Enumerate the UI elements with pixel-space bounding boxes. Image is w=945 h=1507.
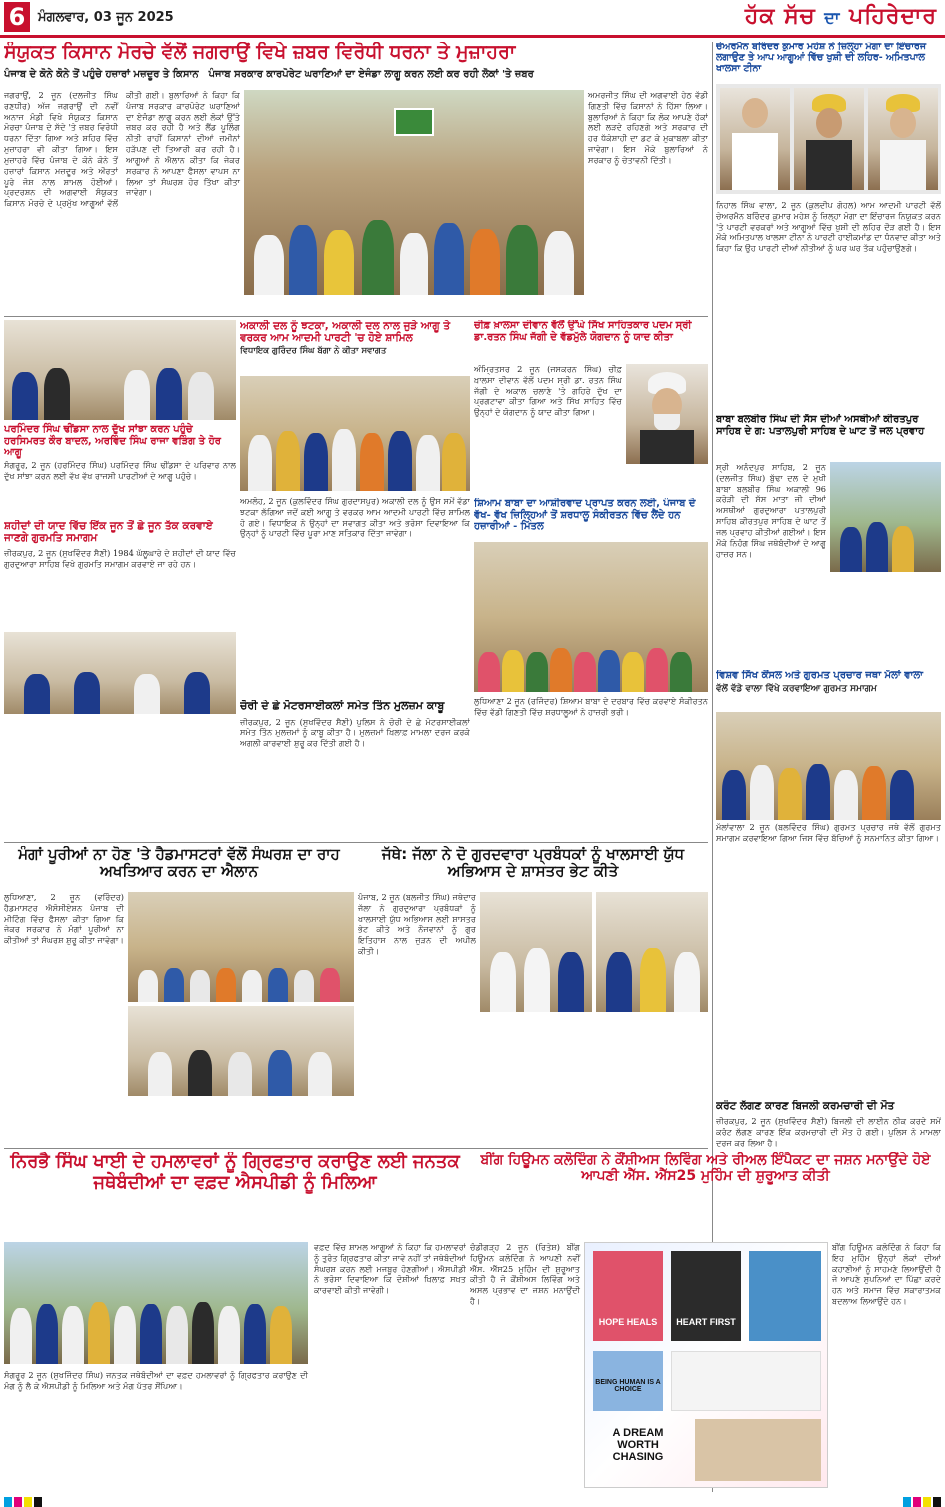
lead-article bbox=[4, 42, 708, 312]
motorcycle-body: ਜ਼ੀਰਕਪੁਰ, 2 ਜੂਨ (ਸੁਖਵਿੰਦਰ ਸੈਣੀ) ਪੁਲਿਸ ਨੇ ਚੋਰੀ ਦੇ ਛੇ ਮੋਟਰਸਾਈਕਲਾਂ ਸਮੇਤ ਤਿੰਨ ਮੁਲਜ਼ਮਾਂ ਨੂੰ ਕਾਬੂ ਕੀਤਾ ਹੈ। ਮੁਲਜ਼ਮਾਂ ਖ਼ਿਲਾਫ਼ ਮਾਮਲਾ ਦਰਜ ਕਰਕੇ ਅਗਲੀ ਕਾਰਵਾਈ ਸ਼ੁਰੂ ਕਰ ਦਿੱਤੀ ਗਈ ਹੈ। bbox=[240, 716, 470, 749]
kirtanpur-photo bbox=[830, 462, 941, 572]
headmasters-photo-1 bbox=[128, 892, 354, 1002]
color-bar-black bbox=[34, 1497, 42, 1507]
shaheedi-body: ਜ਼ੀਰਕਪੁਰ, 2 ਜੂਨ (ਸੁਖਵਿੰਦਰ ਸੈਣੀ) 1984 ਘੱਲੂਘਾਰੇ ਦੇ ਸ਼ਹੀਦਾਂ ਦੀ ਯਾਦ ਵਿੱਚ ਗੁਰਦੁਆਰਾ ਸਾਹਿਬ ਵਿਖੇ ਗੁਰਮਤਿ ਸਮਾਗਮ ਕਰਵਾਏ ਜਾ ਰਹੇ ਹਨ। bbox=[4, 548, 236, 569]
chief-khalsa-headline: ਚੀਫ਼ ਖ਼ਾਲਸਾ ਦੀਵਾਨ ਵੱਲੋਂ ਉੱਘੇ ਸਿੱਖ ਸਾਹਿਤਕਾਰ ਪਦਮ ਸ੍ਰੀ ਡਾ.ਰਤਨ ਸਿੰਘ ਜੱਗੀ ਦੇ ਵੱਡਮੁੱਲੇ ਯੋਗਦਾਨ ਨੂੰ ਯਾਦ ਕੀਤਾ bbox=[474, 320, 692, 343]
dhindsa-body: ਸੰਗਰੂਰ, 2 ਜੂਨ (ਹਰਮਿੰਦਰ ਸਿੰਘ) ਪਰਮਿੰਦਰ ਸਿੰਘ ਢੀਂਡਸਾ ਦੇ ਪਰਿਵਾਰ ਨਾਲ ਦੁੱਖ ਸਾਂਝਾ ਕਰਨ ਲਈ ਵੱਖ ਵੱਖ ਰਾਜਸੀ ਪਾਰਟੀਆਂ ਦੇ ਆਗੂ ਪਹੁੰਚੇ। bbox=[4, 460, 236, 481]
leaders-portraits bbox=[716, 84, 941, 194]
jathedar-body: ਪੰਜਾਬ, 2 ਜੂਨ (ਬਲਜੀਤ ਸਿੰਘ) ਜਥੇਦਾਰ ਜੱਲਾ ਨੇ ਗੁਰਦੁਆਰਾ ਪ੍ਰਬੰਧਕਾਂ ਨੂੰ ਖਾਲਸਾਈ ਯੁੱਧ ਅਭਿਆਸ ਲਈ ਸ਼ਾਸਤਰ ਭੇਟ ਕੀਤੇ ਅਤੇ ਨੌਜਵਾਨਾਂ ਨੂੰ ਗੁਰ ਇਤਿਹਾਸ ਨਾਲ ਜੁੜਨ ਦੀ ਅਪੀਲ ਕੀਤੀ। bbox=[358, 892, 476, 957]
brand-right: ਪਹਿਰੇਦਾਰ bbox=[849, 4, 937, 29]
ad-tile-2 bbox=[671, 1251, 741, 1341]
shaheedi-article bbox=[4, 520, 236, 715]
nirbhai-photo bbox=[4, 1242, 308, 1364]
akali-aap-photo bbox=[240, 376, 470, 491]
portrait-1 bbox=[720, 88, 790, 190]
ad-tile-3 bbox=[749, 1251, 821, 1341]
being-human-article bbox=[470, 1152, 941, 1492]
shyam-baba-article bbox=[474, 498, 708, 838]
leaders-note-body: ਨਿਹਾਲ ਸਿੰਘ ਵਾਲਾ, 2 ਜੂਨ (ਕੁਲਦੀਪ ਗੋਹਲ) ਆਮ ਆਦਮੀ ਪਾਰਟੀ ਵੱਲੋਂ ਚੇਅਰਮੈਨ ਬਰਿੰਦਰ ਕੁਮਾਰ ਮਹੇਸ਼ ਨੂੰ ਜ਼ਿਲ੍ਹਾ ਮੋਗਾ ਦਾ ਇੰਚਾਰਜ ਨਿਯੁਕਤ ਕਰਨ 'ਤੇ ਪਾਰਟੀ ਵਰਕਰਾਂ ਅਤੇ ਆਗੂਆਂ ਵਿੱਚ ਖੁਸ਼ੀ ਦੀ ਲਹਿਰ ਦੌੜ ਗਈ ਹੈ। ਇਸ ਮੌਕੇ ਅਮਿਤਪਾਲ ਖਾਲਸਾ ਟੀਨਾ ਨੇ ਪਾਰਟੀ ਹਾਈਕਮਾਂਡ ਦਾ ਧੰਨਵਾਦ ਕੀਤਾ ਅਤੇ ਕਿਹਾ ਕਿ ਉਹ ਪਾਰਟੀ ਦੀਆਂ ਨੀਤੀਆਂ ਨੂੰ ਘਰ ਘਰ ਤੱਕ ਪਹੁੰਚਾਉਣਗੇ। bbox=[716, 200, 941, 254]
color-bar-cyan-r bbox=[903, 1497, 911, 1507]
motorcycle-article bbox=[240, 700, 470, 840]
page-number: 6 bbox=[4, 2, 30, 32]
dhindsa-article bbox=[4, 320, 236, 520]
dhindsa-headline: ਪਰਮਿੰਦਰ ਸਿੰਘ ਢੀਂਡਸਾ ਨਾਲ ਦੁੱਖ ਸਾਂਝਾ ਕਰਨ ਪਹੁੰਚੇ ਹਰਸਿਮਰਤ ਕੌਰ ਬਾਦਲ, ਅਰਵਿੰਦ ਸਿੰਘ ਰਾਜਾ ਵੜਿੰਗ ਤੇ ਹੋਰ ਆਗੂ bbox=[4, 424, 221, 458]
rule bbox=[4, 316, 708, 317]
brand-left: ਹੱਕ ਸੱਚ bbox=[744, 4, 816, 29]
lead-subhead-2: ਪੰਜਾਬ ਸਰਕਾਰ ਕਾਰਪੋਰੇਟ ਘਰਾਣਿਆਂ ਦਾ ਏਜੰਡਾ ਲਾਗੂ ਕਰਨ ਲਈ ਕਰ ਰਹੀ ਲੋਕਾਂ 'ਤੇ ਜ਼ਬਰ bbox=[208, 69, 534, 80]
nirbhai-body-cont: ਵਫ਼ਦ ਵਿੱਚ ਸ਼ਾਮਲ ਆਗੂਆਂ ਨੇ ਕਿਹਾ ਕਿ ਹਮਲਾਵਰਾਂ ਨੂੰ ਤੁਰੰਤ ਗ੍ਰਿਫਤਾਰ ਕੀਤਾ ਜਾਵੇ ਨਹੀਂ ਤਾਂ ਜਥੇਬੰਦੀਆਂ ਸੰਘਰਸ਼ ਕਰਨ ਲਈ ਮਜਬੂਰ ਹੋਣਗੀਆਂ। ਐਸਪੀਡੀ ਨੇ ਭਰੋਸਾ ਦਿਵਾਇਆ ਕਿ ਦੋਸ਼ੀਆਂ ਖ਼ਿਲਾਫ਼ ਸਖ਼ਤ ਕਾਰਵਾਈ ਕੀਤੀ ਜਾਵੇਗੀ। bbox=[314, 1242, 466, 1296]
nirbhai-body: ਸੰਗਰੂਰ 2 ਜੂਨ (ਸੁਖਜਿੰਦਰ ਸਿੰਘ) ਜਨਤਕ ਜਥੇਬੰਦੀਆਂ ਦਾ ਵਫ਼ਦ ਹਮਲਾਵਰਾਂ ਨੂੰ ਗ੍ਰਿਫਤਾਰ ਕਰਾਉਣ ਦੀ ਮੰਗ ਨੂੰ ਲੈ ਕੇ ਐਸਪੀਡੀ ਨੂੰ ਮਿਲਿਆ ਅਤੇ ਮੰਗ ਪੱਤਰ ਸੌਂਪਿਆ। bbox=[4, 1370, 308, 1391]
headmasters-headline: ਮੰਗਾਂ ਪੂਰੀਆਂ ਨਾ ਹੋਣ 'ਤੇ ਹੈਡਮਾਸਟਰਾਂ ਵੱਲੋਂ ਸੰਘਰਸ਼ ਦਾ ਰਾਹ ਅਖਤਿਆਰ ਕਰਨ ਦਾ ਐਲਾਨ bbox=[18, 846, 340, 881]
shaheedi-photo bbox=[4, 632, 236, 714]
electric-headline: ਕਰੰਟ ਲੱਗਣ ਕਾਰਣ ਬਿਜਲੀ ਕਰਮਚਾਰੀ ਦੀ ਮੌਤ bbox=[716, 1100, 895, 1112]
leaders-note-headline: ਚੇਅਰਮੈਨ ਬਰਿੰਦਰ ਕੁਮਾਰ ਮਹੇਸ਼ ਨੇ ਜ਼ਿਲ੍ਹਾ ਮੋਗਾ ਦਾ ਇੰਚਾਰਜ ਲਗਾਉਣ ਤੇ ਆਪ ਆਗੂਆਂ ਵਿੱਚ ਖੁਸ਼ੀ ਦੀ ਲਹਿਰ- ਅਮਿਤਪਾਲ ਖਾਲਸਾ ਟੀਨਾ bbox=[716, 42, 927, 74]
being-human-body-cont: ਬੀਂਗ ਹਿਊਮਨ ਕਲੋਦਿੰਗ ਨੇ ਕਿਹਾ ਕਿ ਇਹ ਮੁਹਿੰਮ ਉਨ੍ਹਾਂ ਲੋਕਾਂ ਦੀਆਂ ਕਹਾਣੀਆਂ ਨੂੰ ਸਾਹਮਣੇ ਲਿਆਉਂਦੀ ਹੈ ਜੋ ਆਪਣੇ ਸੁਪਨਿਆਂ ਦਾ ਪਿੱਛਾ ਕਰਦੇ ਹਨ ਅਤੇ ਸਮਾਜ ਵਿੱਚ ਸਕਾਰਾਤਮਕ ਬਦਲਾਅ ਲਿਆਉਂਦੇ ਹਨ। bbox=[832, 1242, 941, 1307]
jathedar-headline: ਜੱਥੇ: ਜੱਲਾ ਨੇ ਦੋ ਗੁਰਦਵਾਰਾ ਪ੍ਰਬੰਧਕਾਂ ਨੂੰ ਖਾਲਸਾਈ ਯੁੱਧ ਅਭਿਆਸ ਦੇ ਸ਼ਾਸਤਰ ਭੇਟ ਕੀਤੇ bbox=[381, 846, 685, 881]
sikh-council-subhead: ਵੱਲੋਂ ਵੱਡੇ ਵਾਲਾ ਵਿੱਖੇ ਕਰਵਾਇਆ ਗੁਰਮਤ ਸਮਾਗਮ bbox=[716, 683, 877, 694]
sikh-council-photo bbox=[716, 712, 941, 820]
akali-aap-subhead: ਵਿਧਾਇਕ ਗੁਰਿੰਦਰ ਸਿੰਘ ਬੱਗਾ ਨੇ ਕੀਤਾ ਸਵਾਗਤ bbox=[240, 346, 387, 357]
shyam-baba-headline: ਸ਼ਿਆਮ ਬਾਬਾ ਦਾ ਆਸ਼ੀਰਵਾਦ ਪ੍ਰਾਪਤ ਕਰਨ ਲਈ, ਪੰਜਾਬ ਦੇ ਵੱਖ- ਵੱਖ ਜ਼ਿਲ੍ਹਿਆਂ ਤੋਂ ਸ਼ਰਧਾਲੂ ਸੰਕੀਰਤਨ ਵਿੱਚ ਲੈਂਦੇ ਹਨ ਹਜ਼ਾਰੀਆਂ - ਮਿੱਤਲ bbox=[474, 498, 696, 532]
nirbhai-article bbox=[4, 1152, 466, 1492]
being-human-body: ਚੰਡੀਗੜ੍ਹ 2 ਜੂਨ (ਰਿਤੇਸ਼) ਬੀਂਗ ਹਿਊਮਨ ਕਲੋਦਿੰਗ ਨੇ ਆਪਣੀ ਨਵੀਂ ਐੱਸ. ਐੱਸ25 ਮੁਹਿੰਮ ਦੀ ਸ਼ੁਰੂਆਤ ਕੀਤੀ ਹੈ ਜੋ ਕੌਂਸ਼ੀਅਸ ਲਿਵਿੰਗ ਅਤੇ ਅਸਲ ਪ੍ਰਭਾਵ ਦਾ ਜਸ਼ਨ ਮਨਾਉਂਦੀ ਹੈ। bbox=[470, 1242, 580, 1307]
kirtanpur-article bbox=[716, 414, 941, 669]
lead-subhead-1: ਪੰਜਾਬ ਦੇ ਕੋਨੇ ਕੋਨੇ ਤੋਂ ਪਹੁੰਚੇ ਹਜ਼ਾਰਾਂ ਮਜ਼ਦੂਰ ਤੇ ਕਿਸਾਨ bbox=[4, 69, 199, 80]
newspaper-brand bbox=[745, 4, 937, 29]
shaheedi-headline: ਸ਼ਹੀਦਾਂ ਦੀ ਯਾਦ ਵਿੱਚ ਇੱਕ ਜੂਨ ਤੋਂ ਛੇ ਜੂਨ ਤੱਕ ਕਰਵਾਏ ਜਾਣਗੇ ਗੁਰਮਤਿ ਸਮਾਗਮ bbox=[4, 520, 213, 545]
headmasters-article bbox=[4, 846, 354, 1144]
ad-text-dream: A DREAM WORTH CHASING bbox=[612, 1427, 664, 1463]
being-human-headline: ਬੀਂਗ ਹਿਊਮਨ ਕਲੋਦਿੰਗ ਨੇ ਕੌਂਸ਼ੀਅਸ ਲਿਵਿੰਗ ਅਤੇ ਰੀਅਲ ਇੰਪੈਕਟ ਦਾ ਜਸ਼ਨ ਮਨਾਉਂਦੇ ਹੋਏ ਆਪਣੀ ਐੱਸ. ਐੱਸ25 ਮੁਹਿੰਮ ਦੀ ਸ਼ੁਰੂਆਤ ਕੀਤੀ bbox=[480, 1152, 931, 1185]
masthead bbox=[0, 0, 945, 38]
chief-khalsa-article bbox=[474, 320, 708, 495]
color-bar-magenta bbox=[14, 1497, 22, 1507]
color-bar-magenta-r bbox=[913, 1497, 921, 1507]
lead-photo-protest bbox=[244, 90, 584, 295]
being-human-ad bbox=[584, 1242, 828, 1488]
rule bbox=[4, 1148, 708, 1149]
leaders-note-article bbox=[716, 42, 941, 412]
brand-mid: ਦਾ bbox=[824, 8, 841, 27]
color-bar-cyan bbox=[4, 1497, 12, 1507]
motorcycle-headline: ਚੋਰੀ ਦੇ ਛੇ ਮੋਟਰਸਾਈਕਲਾਂ ਸਮੇਤ ਤਿੰਨ ਮੁਲਜ਼ਮ ਕਾਬੂ bbox=[240, 700, 445, 712]
lead-body: ਜਗਰਾਉਂ, 2 ਜੂਨ (ਦਲਜੀਤ ਸਿੰਘ ਰਣਧੀਰ) ਅੱਜ ਜਗਰਾਉਂ ਦੀ ਨਵੀਂ ਅਨਾਜ ਮੰਡੀ ਵਿਖੇ ਸੰਯੁਕਤ ਕਿਸਾਨ ਮੋਰਚਾ ਪੰਜਾਬ ਦੇ ਸੱਦੇ 'ਤੇ ਜ਼ਬਰ ਵਿਰੋਧੀ ਧਰਨਾ ਦਿੱਤਾ ਗਿਆ ਅਤੇ ਸ਼ਹਿਰ ਵਿੱਚ ਮੁਜ਼ਾਹਰਾ ਵੀ ਕੀਤਾ ਗਿਆ। ਇਸ ਮੁਜ਼ਾਹਰੇ ਵਿੱਚ ਪੰਜਾਬ ਦੇ ਕੋਨੇ ਕੋਨੇ ਤੋਂ ਹਜ਼ਾਰਾਂ ਕਿਸਾਨ ਮਜ਼ਦੂਰ ਅਤੇ ਔਰਤਾਂ ਪੂਰੇ ਜੋਸ਼ ਨਾਲ ਸ਼ਾਮਲ ਹੋਈਆਂ। ਪ੍ਰਦਰਸ਼ਨ ਦੀ ਅਗਵਾਈ ਸੰਯੁਕਤ ਕਿਸਾਨ ਮੋਰਚੇ ਦੇ ਪ੍ਰਮੁੱਖ ਆਗੂਆਂ ਵੱਲੋਂ ਕੀਤੀ ਗਈ। ਬੁਲਾਰਿਆਂ ਨੇ ਕਿਹਾ ਕਿ ਪੰਜਾਬ ਸਰਕਾਰ ਕਾਰਪੋਰੇਟ ਘਰਾਣਿਆਂ ਦਾ ਏਜੰਡਾ ਲਾਗੂ ਕਰਨ ਲਈ ਲੋਕਾਂ ਉੱਤੇ ਜ਼ਬਰ ਕਰ ਰਹੀ ਹੈ ਅਤੇ ਲੈਂਡ ਪੂਲਿੰਗ ਨੀਤੀ ਰਾਹੀਂ ਕਿਸਾਨਾਂ ਦੀਆਂ ਜ਼ਮੀਨਾਂ ਹੜੱਪਣ ਦੀ ਤਿਆਰੀ ਕਰ ਰਹੀ ਹੈ। ਆਗੂਆਂ ਨੇ ਐਲਾਨ ਕੀਤਾ ਕਿ ਜੇਕਰ ਸਰਕਾਰ ਨੇ ਆਪਣਾ ਫੈਸਲਾ ਵਾਪਸ ਨਾ ਲਿਆ ਤਾਂ ਸੰਘਰਸ਼ ਹੋਰ ਤਿੱਖਾ ਕੀਤਾ ਜਾਵੇਗਾ। bbox=[4, 90, 240, 209]
color-bar-yellow-r bbox=[923, 1497, 931, 1507]
rule bbox=[4, 842, 708, 843]
kirtanpur-body: ਸ੍ਰੀ ਅਨੰਦਪੁਰ ਸਾਹਿਬ, 2 ਜੂਨ (ਦਲਜੀਤ ਸਿੰਘ) ਬੁੱਢਾ ਦਲ ਦੇ ਮੁਖੀ ਬਾਬਾ ਬਲਬੀਰ ਸਿੰਘ ਅਕਾਲੀ 96 ਕਰੋੜੀ ਦੀ ਸੱਸ ਮਾਤਾ ਜੀ ਦੀਆਂ ਅਸਥੀਆਂ ਗੁਰਦੁਆਰਾ ਪਤਾਲਪੁਰੀ ਸਾਹਿਬ ਕੀਰਤਪੁਰ ਸਾਹਿਬ ਦੇ ਘਾਟ ਤੋਂ ਜਲ ਪ੍ਰਵਾਹ ਕੀਤੀਆਂ ਗਈਆਂ। ਇਸ ਮੌਕੇ ਨਿਹੰਗ ਸਿੰਘ ਜਥੇਬੰਦੀਆਂ ਦੇ ਆਗੂ ਹਾਜ਼ਰ ਸਨ। bbox=[716, 462, 826, 559]
shyam-baba-body: ਲੁਧਿਆਣਾ 2 ਜੂਨ (ਰਜਿੰਦਰ) ਸ਼ਿਆਮ ਬਾਬਾ ਦੇ ਦਰਬਾਰ ਵਿੱਚ ਕਰਵਾਏ ਸੰਕੀਰਤਨ ਵਿੱਚ ਵੱਡੀ ਗਿਣਤੀ ਵਿੱਚ ਸ਼ਰਧਾਲੂਆਂ ਨੇ ਹਾਜ਼ਰੀ ਭਰੀ। bbox=[474, 696, 708, 717]
headmasters-photo-2 bbox=[128, 1006, 354, 1096]
nirbhai-headline: ਨਿਰਭੈ ਸਿੰਘ ਖਾਈ ਦੇ ਹਮਲਾਵਰਾਂ ਨੂੰ ਗ੍ਰਿਫਤਾਰ ਕਰਾਉਣ ਲਈ ਜਨਤਕ ਜਥੇਬੰਦੀਆਂ ਦਾ ਵਫ਼ਦ ਐਸਪੀਡੀ ਨੂੰ ਮਿਲਿਆ bbox=[10, 1152, 460, 1193]
ad-text-choice: BEING HUMAN IS A CHOICE bbox=[595, 1379, 661, 1393]
dateline: ਮੰਗਲਵਾਰ, 03 ਜੂਨ 2025 bbox=[38, 10, 174, 25]
headmasters-body: ਲੁਧਿਆਣਾ, 2 ਜੂਨ (ਵਰਿੰਦਰ) ਹੈਡਮਾਸਟਰ ਐਸੋਸੀਏਸ਼ਨ ਪੰਜਾਬ ਦੀ ਮੀਟਿੰਗ ਵਿੱਚ ਫੈਸਲਾ ਕੀਤਾ ਗਿਆ ਕਿ ਜੇਕਰ ਸਰਕਾਰ ਨੇ ਮੰਗਾਂ ਪੂਰੀਆਂ ਨਾ ਕੀਤੀਆਂ ਤਾਂ ਸੰਘਰਸ਼ ਸ਼ੁਰੂ ਕੀਤਾ ਜਾਵੇਗਾ। bbox=[4, 892, 124, 946]
ad-text-heart: HEART FIRST bbox=[676, 1317, 736, 1327]
akali-aap-body: ਅਮਲੋਹ, 2 ਜੂਨ (ਕੁਲਵਿੰਦਰ ਸਿੰਘ ਗੁਰਦਾਸਪੁਰ) ਅਕਾਲੀ ਦਲ ਨੂੰ ਉਸ ਸਮੇਂ ਵੱਡਾ ਝਟਕਾ ਲੱਗਿਆ ਜਦੋਂ ਕਈ ਆਗੂ ਤੇ ਵਰਕਰ ਆਮ ਆਦਮੀ ਪਾਰਟੀ ਵਿੱਚ ਸ਼ਾਮਿਲ ਹੋ ਗਏ। ਵਿਧਾਇਕ ਨੇ ਉਨ੍ਹਾਂ ਦਾ ਸਵਾਗਤ ਕੀਤਾ ਅਤੇ ਭਰੋਸਾ ਦਿਵਾਇਆ ਕਿ ਉਨ੍ਹਾਂ ਨੂੰ ਪਾਰਟੀ ਵਿੱਚ ਪੂਰਾ ਮਾਣ ਸਤਿਕਾਰ ਦਿੱਤਾ ਜਾਵੇਗਾ। bbox=[240, 496, 470, 539]
ad-tile-5 bbox=[671, 1351, 821, 1411]
lead-headline: ਸੰਯੁਕਤ ਕਿਸਾਨ ਮੋਰਚੇ ਵੱਲੋਂ ਜਗਰਾਉਂ ਵਿਖੇ ਜ਼ਬਰ ਵਿਰੋਧੀ ਧਰਨਾ ਤੇ ਮੁਜ਼ਾਹਰਾ bbox=[4, 42, 516, 63]
shyam-baba-photo bbox=[474, 542, 708, 692]
color-bar-yellow bbox=[24, 1497, 32, 1507]
portrait-2 bbox=[794, 88, 864, 190]
portrait-3 bbox=[868, 88, 938, 190]
ad-tile-6 bbox=[695, 1419, 821, 1481]
electric-body: ਜ਼ੀਰਕਪੁਰ, 2 ਜੂਨ (ਸੁਖਵਿੰਦਰ ਸੈਣੀ) ਬਿਜਲੀ ਦੀ ਲਾਈਨ ਠੀਕ ਕਰਦੇ ਸਮੇਂ ਕਰੰਟ ਲੱਗਣ ਕਾਰਣ ਇੱਕ ਕਰਮਚਾਰੀ ਦੀ ਮੌਤ ਹੋ ਗਈ। ਪੁਲਿਸ ਨੇ ਮਾਮਲਾ ਦਰਜ ਕਰ ਲਿਆ ਹੈ। bbox=[716, 1116, 941, 1148]
lead-body-cont: ਅਮਰਜੀਤ ਸਿੰਘ ਦੀ ਅਗਵਾਈ ਹੇਠ ਵੱਡੀ ਗਿਣਤੀ ਵਿੱਚ ਕਿਸਾਨਾਂ ਨੇ ਹਿੱਸਾ ਲਿਆ। ਬੁਲਾਰਿਆਂ ਨੇ ਕਿਹਾ ਕਿ ਲੋਕ ਆਪਣੇ ਹੱਕਾਂ ਲਈ ਲੜਦੇ ਰਹਿਣਗੇ ਅਤੇ ਸਰਕਾਰ ਦੀ ਹਰ ਧੱਕੇਸ਼ਾਹੀ ਦਾ ਡਟ ਕੇ ਮੁਕਾਬਲਾ ਕੀਤਾ ਜਾਵੇਗਾ। ਇਸ ਮੌਕੇ ਬੁਲਾਰਿਆਂ ਨੇ ਸਰਕਾਰ ਨੂੰ ਚੇਤਾਵਨੀ ਦਿੱਤੀ। bbox=[588, 90, 708, 165]
dhindsa-photo bbox=[4, 320, 236, 420]
akali-aap-article bbox=[240, 320, 470, 715]
akali-aap-headline: ਅਕਾਲੀ ਦਲ ਨੂੰ ਝਟਕਾ, ਅਕਾਲੀ ਦਲ ਨਾਲ ਜੁੜੇ ਆਗੂ ਤੇ ਵਰਕਰ ਆਮ ਆਦਮੀ ਪਾਰਟੀ 'ਚ ਹੋਏ ਸ਼ਾਮਿਲ bbox=[240, 320, 451, 345]
color-bar-black-r bbox=[933, 1497, 941, 1507]
green-flag bbox=[394, 108, 434, 136]
chief-khalsa-body: ਅੰਮ੍ਰਿਤਸਰ 2 ਜੂਨ (ਜਸਕਰਨ ਸਿੰਘ) ਚੀਫ਼ ਖ਼ਾਲਸਾ ਦੀਵਾਨ ਵੱਲੋਂ ਪਦਮ ਸ੍ਰੀ ਡਾ. ਰਤਨ ਸਿੰਘ ਜੱਗੀ ਦੇ ਅਕਾਲ ਚਲਾਣੇ 'ਤੇ ਗਹਿਰੇ ਦੁੱਖ ਦਾ ਪ੍ਰਗਟਾਵਾ ਕੀਤਾ ਗਿਆ ਅਤੇ ਸਿੱਖ ਸਾਹਿਤ ਵਿੱਚ ਉਨ੍ਹਾਂ ਦੇ ਯੋਗਦਾਨ ਨੂੰ ਯਾਦ ਕੀਤਾ ਗਿਆ। bbox=[474, 364, 622, 418]
ad-tile-1 bbox=[593, 1251, 663, 1341]
chief-khalsa-portrait bbox=[626, 364, 708, 464]
jathedar-photo-1 bbox=[480, 892, 592, 1012]
ad-text-hope: HOPE HEALS bbox=[598, 1317, 658, 1327]
sikh-council-body: ਮੱਲਾਂਵਾਲਾ 2 ਜੂਨ (ਬਲਵਿੰਦਰ ਸਿੰਘ) ਗੁਰਮਤ ਪ੍ਰਚਾਰ ਜਥੇ ਵੱਲੋਂ ਗੁਰਮਤ ਸਮਾਗਮ ਕਰਵਾਇਆ ਗਿਆ ਜਿਸ ਵਿੱਚ ਬੱਚਿਆਂ ਨੂੰ ਸਨਮਾਨਿਤ ਕੀਤਾ ਗਿਆ। bbox=[716, 822, 941, 843]
sikh-council-headline: ਵਿਸ਼ਵ ਸਿੱਖ ਕੌਂਸਲ ਅਤੇ ਗੁਰਮਤ ਪ੍ਰਚਾਰ ਜਥਾ ਮੱਲਾਂ ਵਾਲਾ bbox=[716, 670, 923, 681]
jathedar-article bbox=[358, 846, 708, 1144]
kirtanpur-headline: ਬਾਬਾ ਬਲਬੀਰ ਸਿੰਘ ਦੀ ਸੱਸ ਦੀਆਂ ਅਸਥੀਆਂ ਕੀਰਤਪੁਰ ਸਾਹਿਬ ਦੇ ਗ: ਪਤਾਲਪੁਰੀ ਸਾਹਿਬ ਦੇ ਘਾਟ ਤੋਂ ਜਲ ਪ੍ਰਵਾਹ bbox=[716, 414, 925, 437]
jathedar-photo-2 bbox=[596, 892, 708, 1012]
sikh-council-article bbox=[716, 670, 941, 850]
